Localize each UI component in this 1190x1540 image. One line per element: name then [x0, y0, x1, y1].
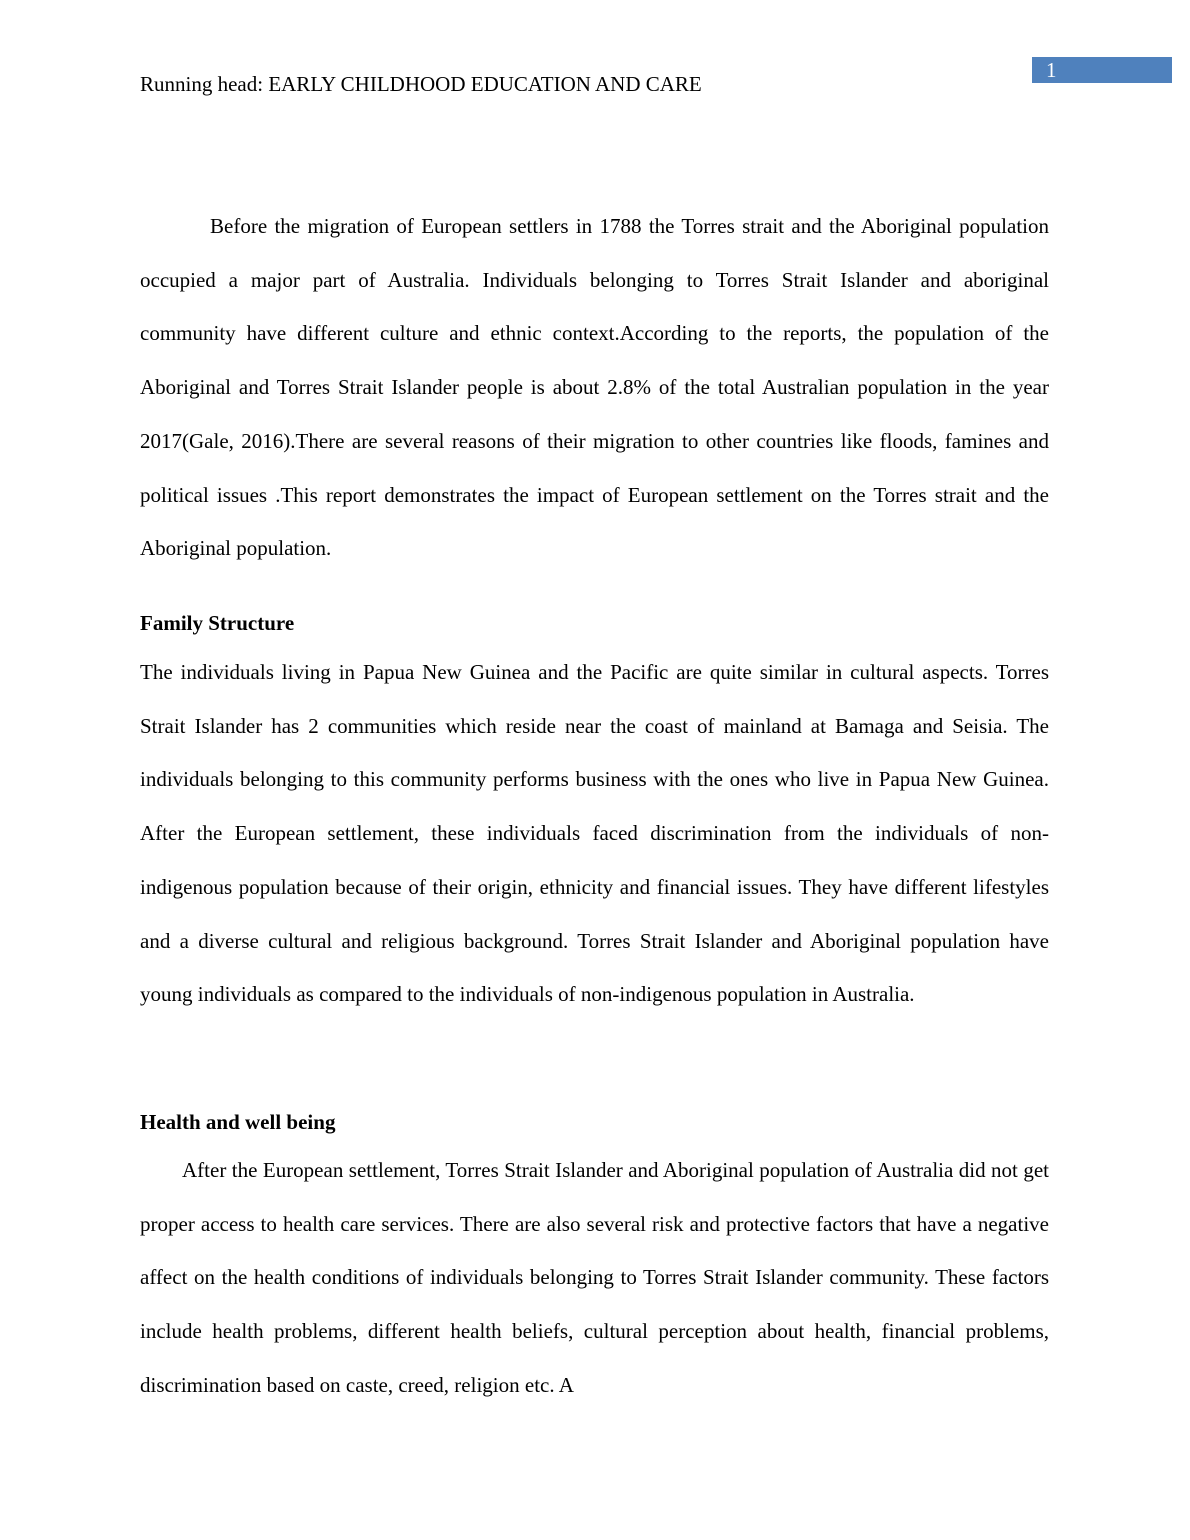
page-number: 1 [1046, 58, 1057, 82]
health-paragraph: After the European settlement, Torres Strait Islander and Aboriginal population of Australia did not get proper access to health care services. There are also several risk and protective factors that have a negative affect on the health conditions of individuals belonging to Torres Strait Islander community. These factors include health problems, different health beliefs, cultural perception about health, financial problems, discrimination based on caste, creed, religion etc. A [140, 1158, 1049, 1397]
heading-health-well-being: Health and well being [140, 1110, 336, 1134]
family-structure-paragraph: The individuals living in Papua New Guinea and the Pacific are quite similar in cultural aspects. Torres Strait Islander has 2 communities which reside near the coast of mainland at Bamaga and Seisia. The individuals belonging to this community performs business with the ones who live in Papua New Guinea. After the European settlement, these individuals faced discrimination from the individuals of non- indigenous population because of their origin, ethnicity and financial issues. They have different lifestyles and a diverse cultural and religious background. Torres Strait Islander and Aboriginal population have young individuals as compared to the individuals of non-indigenous population in Australia. [140, 660, 1049, 1007]
page-number-badge [1032, 57, 1172, 83]
intro-paragraph: Before the migration of European settlers in 1788 the Torres strait and the Aboriginal population occupied a major part of Australia. Individuals belonging to Torres Strait Islander and aboriginal community have different culture and ethnic context.According to the reports, the population of the Aboriginal and Torres Strait Islander people is about 2.8% of the total Australian population in the year 2017(Gale, 2016).There are several reasons of their migration to other countries like floods, famines and political issues .This report demonstrates the impact of European settlement on the Torres strait and the Aboriginal population. [140, 214, 1049, 561]
running-head: Running head: EARLY CHILDHOOD EDUCATION AND CARE [140, 72, 702, 96]
heading-family-structure: Family Structure [140, 611, 295, 635]
